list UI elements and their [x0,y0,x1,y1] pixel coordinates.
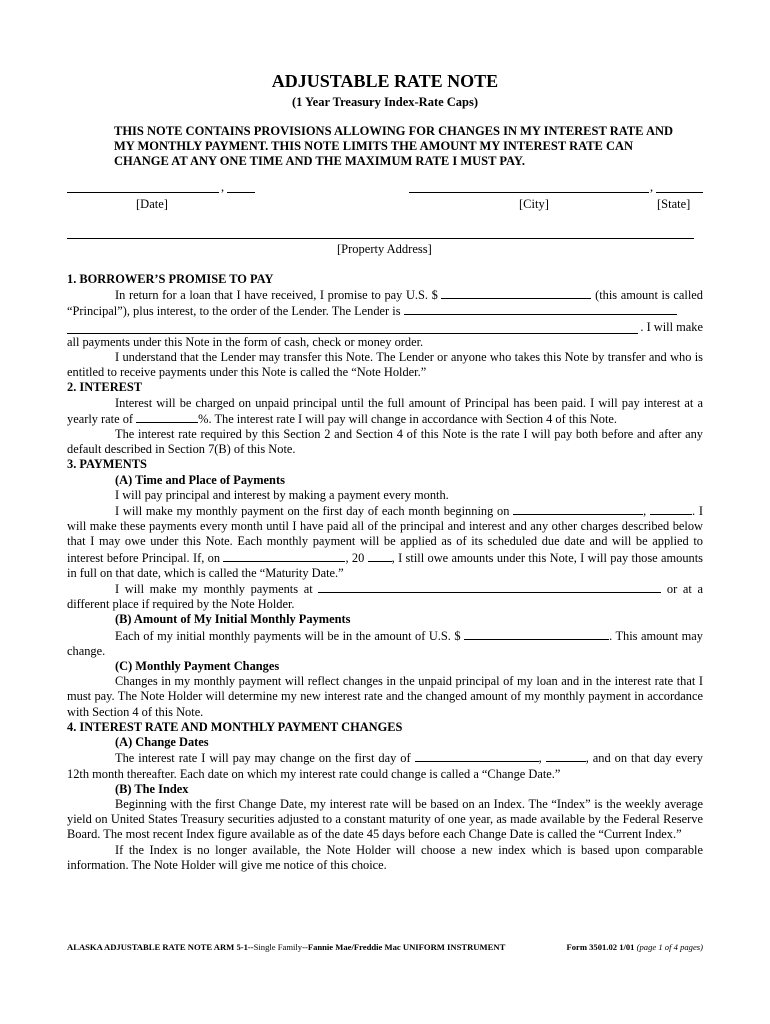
section-1-paragraph-1-end: all payments under this Note in the form of cash, check or money order. [67,334,424,349]
state-label: [State] [657,197,691,211]
section-2-paragraph-2: The interest rate required by this Section 2 and Section 4 of this Note is the rate I will pay both before and after any default described in Section 7(B) of this Note. [67,427,703,457]
footer-instrument-title: ALASKA ADJUSTABLE RATE NOTE ARM 5-1--Single Family--Fannie Mae/Freddie Mac UNIFORM INSTRUMENT [67,942,506,952]
first-change-year-field[interactable] [546,750,586,762]
principal-amount-field[interactable] [441,287,591,299]
payment-place-field[interactable] [318,581,661,593]
section-3-heading: 3. PAYMENTS [67,457,147,472]
section-4a-heading: (A) Change Dates [115,735,209,750]
section-3c-paragraph-1: Changes in my monthly payment will reflect changes in the unpaid principal of my loan and in the interest rate that I must pay. The Note Holder will determine my new interest rate and the changed amount of my monthly payment in accordance with Section 4 of this Note. [67,674,703,719]
section-3a-paragraph-1: I will pay principal and interest by making a payment every month. [115,487,449,502]
note-body [67,272,703,873]
property-address-label: [Property Address] [337,242,432,256]
city-label: [City] [519,197,549,211]
date-label: [Date] [136,197,168,211]
property-address-field[interactable] [67,238,694,239]
footer-form-number: Form 3501.02 1/01 (page 1 of 4 pages) [566,942,703,952]
date-year-field[interactable] [227,192,255,193]
first-payment-year-field[interactable] [650,503,692,515]
maturity-year-field[interactable] [368,550,392,562]
initial-payment-amount-field[interactable] [464,628,609,640]
warning-notice: THIS NOTE CONTAINS PROVISIONS ALLOWING FOR CHANGES IN MY INTEREST RATE AND MY MONTHLY PAYMENT. THIS NOTE LIMITS THE AMOUNT MY INTEREST RATE CAN CHANGE AT ANY ONE TIME AND THE MAXIMUM RATE I MUST PAY. [114,124,674,168]
document-subtitle: (1 Year Treasury Index-Rate Caps) [291,95,479,109]
city-field[interactable] [409,192,649,193]
section-1-paragraph-1-cont: . I will make [67,320,703,335]
document-title: ADJUSTABLE RATE NOTE [271,71,499,91]
date-comma: , [221,180,225,194]
footer-page-count: (page 1 of 4 pages) [636,942,703,952]
section-1-paragraph-1: In return for a loan that I have received, I promise to pay U.S. $ (this amount is called “Principal”), plus interest, to the order of the Lender. The Lender is [67,288,703,319]
section-2-heading: 2. INTEREST [67,380,143,395]
section-3a-heading: (A) Time and Place of Payments [115,472,285,487]
section-3b-heading: (B) Amount of My Initial Monthly Payments [115,612,351,627]
section-3c-heading: (C) Monthly Payment Changes [115,659,280,674]
section-1-paragraph-2: I understand that the Lender may transfer this Note. The Lender or anyone who takes this Note by transfer and who is entitled to receive payments under this Note is called the “Note Holder.” [67,350,703,380]
lender-name-field[interactable] [404,303,677,315]
page-footer [67,942,703,952]
section-3b-paragraph-1: Each of my initial monthly payments will be in the amount of U.S. $ . This amount may change. [67,628,703,658]
section-4b-paragraph-1: Beginning with the first Change Date, my interest rate will be based on an Index. The “Index” is the weekly average yield on United States Treasury securities adjusted to a constant maturity of one year, as made available by the Federal Reserve Board. The most recent Index figure available as of the date 45 days before each Change Date is called the “Current Index.” [67,796,703,842]
section-1-heading: 1. BORROWER’S PROMISE TO PAY [67,272,274,286]
section-4a-paragraph-1: The interest rate I will pay may change on the first day of , , and on that day every 12th month thereafter. Each date on which my interest rate could change is called a “Change Date.” [67,751,703,781]
section-3a-paragraph-3: I will make my monthly payments at or at a different place if required by the Note Holder. [67,582,703,612]
section-4b-paragraph-2: If the Index is no longer available, the Note Holder will choose a new index which is based upon comparable information. The Note Holder will give me notice of this choice. [67,842,703,872]
date-field[interactable] [67,192,219,193]
section-4b-heading: (B) The Index [115,781,189,796]
interest-rate-field[interactable] [136,411,198,423]
first-change-date-field[interactable] [415,750,539,762]
section-2-paragraph-1: Interest will be charged on unpaid principal until the full amount of Principal has been paid. I will pay interest at a yearly rate of %. The interest rate I will pay will change in accordance with Section 4 of this Note. [67,395,703,426]
lender-name-field-cont[interactable] [67,322,638,334]
city-comma: , [650,180,654,194]
maturity-date-field[interactable] [223,550,345,562]
state-field[interactable] [656,192,703,193]
section-3a-paragraph-2: I will make my monthly payment on the first day of each month beginning on , . I will make these payments every month until I have paid all of the principal and interest and any other charges described below that I may owe under this Note. Each monthly payment will be applied as of its scheduled due date and will be applied to interest before Principal. If, on , 20 , I still owe amounts under this Note, I will pay those amounts in full on that date, which is called the “Maturity Date.” [67,504,703,580]
section-4-heading: 4. INTEREST RATE AND MONTHLY PAYMENT CHANGES [67,719,403,734]
first-payment-date-field[interactable] [513,503,643,515]
